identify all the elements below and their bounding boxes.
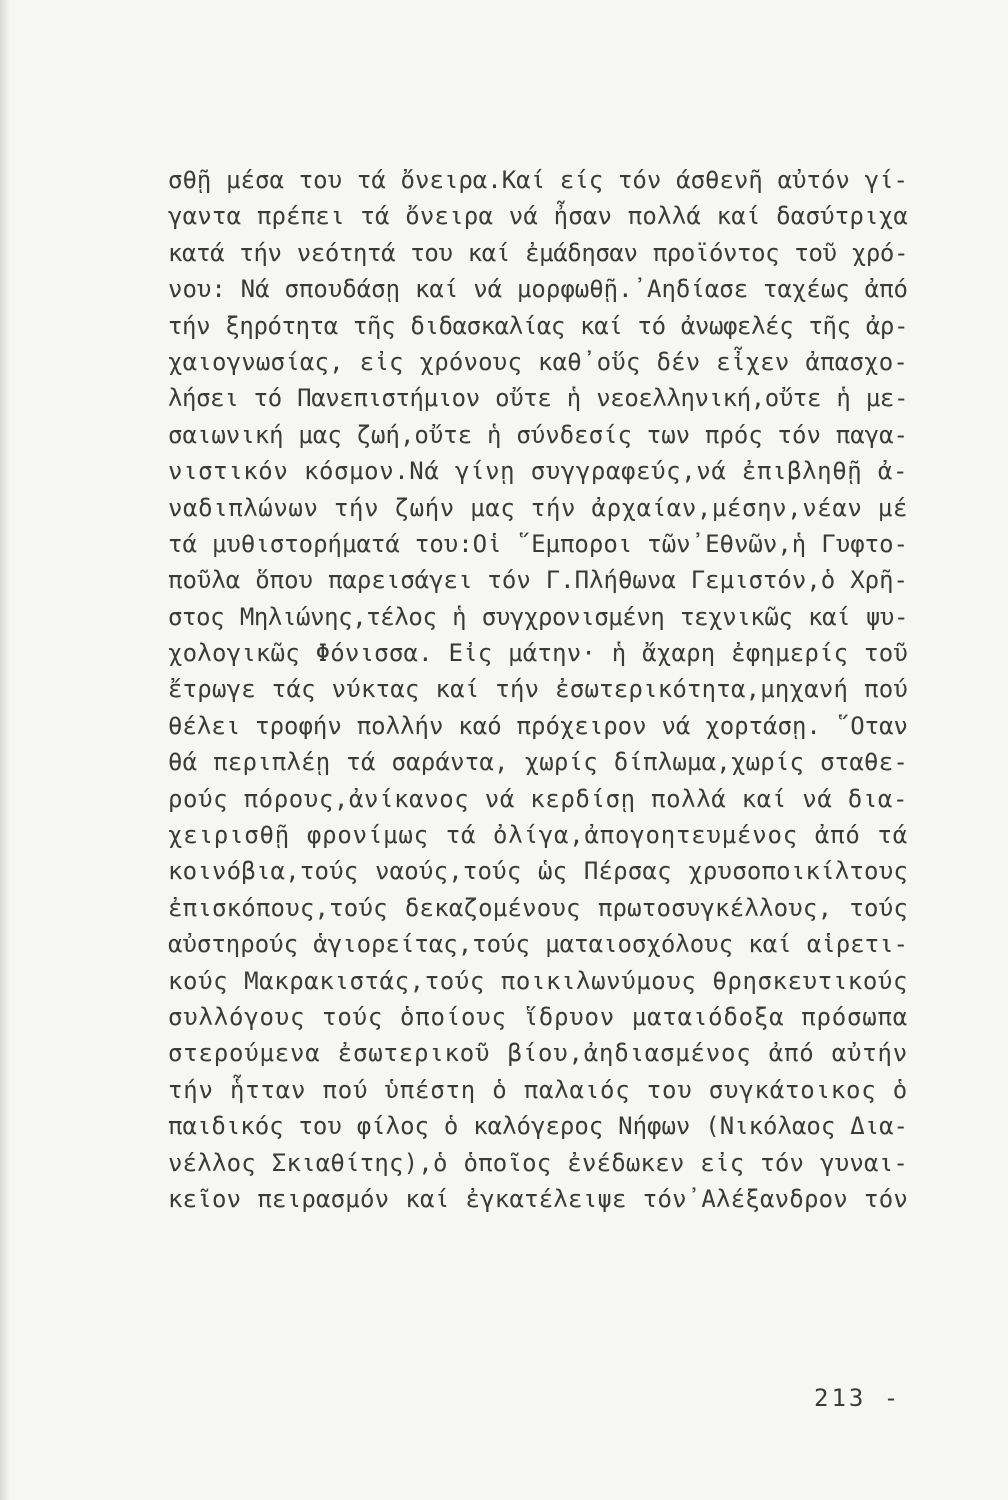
- text-line: κατά τήν νεότητά του καί ἐμάδησαν προϊόντος τοῦ χρό-: [168, 238, 908, 267]
- text-line: νου: Νά σπουδάσῃ καί νά μορφωθῇ.᾽Αηδίασε ταχέως ἀπό: [168, 275, 908, 304]
- text-line: σαιωνική μας ζωή,οὔτε ἡ σύνδεσίς των πρός τόν παγα-: [168, 420, 908, 449]
- text-line: γαντα πρέπει τά ὄνειρα νά ἦσαν πολλά καί δασύτριχα: [168, 202, 908, 231]
- text-line: νέλλος Σκιαθίτης),ὁ ὁποῖος ἐνέδωκεν εἰς τόν γυναι-: [168, 1148, 908, 1177]
- text-line: θέλει τροφήν πολλήν καό πρόχειρον νά χορτάσῃ. ῞Οταν: [168, 711, 908, 740]
- text-line: ναδιπλώνων τήν ζωήν μας τήν ἀρχαίαν,μέσην,νέαν μέ: [168, 493, 908, 522]
- text-line: τά μυθιστορήματά του:Οἱ ῞Εμποροι τῶν᾽Εθνῶν,ἡ Γυφτο-: [168, 529, 908, 558]
- text-line: νιστικόν κόσμον.Νά γίνῃ συγγραφεύς,νά ἐπιβληθῇ ἀ-: [168, 457, 908, 486]
- text-line: κούς Μακρακιστάς,τούς ποικιλωνύμους θρησκευτικούς: [168, 966, 908, 995]
- text-line: σθῇ μέσα του τά ὄνειρα.Καί είς τόν άσθενῆ αὐτόν γί-: [168, 166, 908, 194]
- text-line: ρούς πόρους,ἀνίκανος νά κερδίσῃ πολλά καί νά δια-: [168, 784, 908, 813]
- text-line: ἔτρωγε τάς νύκτας καί τήν ἐσωτερικότητα,μηχανή πού: [168, 675, 908, 704]
- text-line: συλλόγους τούς ὁποίους ἵδρυον ματαιόδοξα πρόσωπα: [168, 1002, 908, 1031]
- text-line: παιδικός του φίλος ὁ καλόγερος Νήφων (Νικόλαος Δια-: [168, 1112, 908, 1141]
- text-line: αὐστηρούς ἁγιορείτας,τούς ματαιοσχόλους καί αἱρετι-: [168, 930, 908, 959]
- text-line: χαιογνωσίας, εἰς χρόνους καθ᾽οὕς δέν εἶχεν ἀπασχο-: [168, 347, 908, 376]
- text-line: τήν ἧτταν πού ὑπέστη ὁ παλαιός του συγκάτοικος ὁ: [168, 1075, 908, 1104]
- text-line: θά περιπλέῃ τά σαράντα, χωρίς δίπλωμα,χωρίς σταθε-: [168, 748, 908, 777]
- text-line: ἐπισκόπους,τούς δεκαζομένους πρωτοσυγκέλλους, τούς: [168, 893, 908, 922]
- text-line: τήν ξηρότητα τῆς διδασκαλίας καί τό ἀνωφελές τῆς ἀρ-: [168, 311, 908, 340]
- text-line: στος Μηλιώνης,τέλος ἡ συγχρονισμένη τεχνικῶς καί ψυ-: [168, 602, 908, 631]
- text-line: κεῖον πειρασμόν καί ἐγκατέλειψε τόν᾽Αλέξανδρον τόν: [168, 1184, 908, 1213]
- text-line: χειρισθῇ φρονίμως τά ὀλίγα,ἀπογοητευμένος ἀπό τά: [168, 821, 908, 850]
- text-line: ποῦλα ὅπου παρεισάγει τόν Γ.Πλήθωνα Γεμιστόν,ὁ Χρῆ-: [168, 566, 908, 595]
- page-edge-shadow: [0, 0, 10, 1500]
- body-text: [168, 162, 908, 1217]
- page-number: 213 -: [814, 1384, 902, 1412]
- text-line: χολογικῶς Φόνισσα. Εἰς μάτην· ἡ ἄχαρη ἐφημερίς τοῦ: [168, 639, 908, 668]
- text-line: λήσει τό Πανεπιστήμιον οὔτε ἡ νεοελληνική,οὔτε ἡ με-: [168, 384, 908, 413]
- text-line: στερούμενα ἐσωτερικοῦ βίου,ἀηδιασμένος ἀπό αὐτήν: [168, 1039, 908, 1068]
- text-line: κοινόβια,τούς ναούς,τούς ὡς Πέρσας χρυσοποικίλτους: [168, 857, 908, 886]
